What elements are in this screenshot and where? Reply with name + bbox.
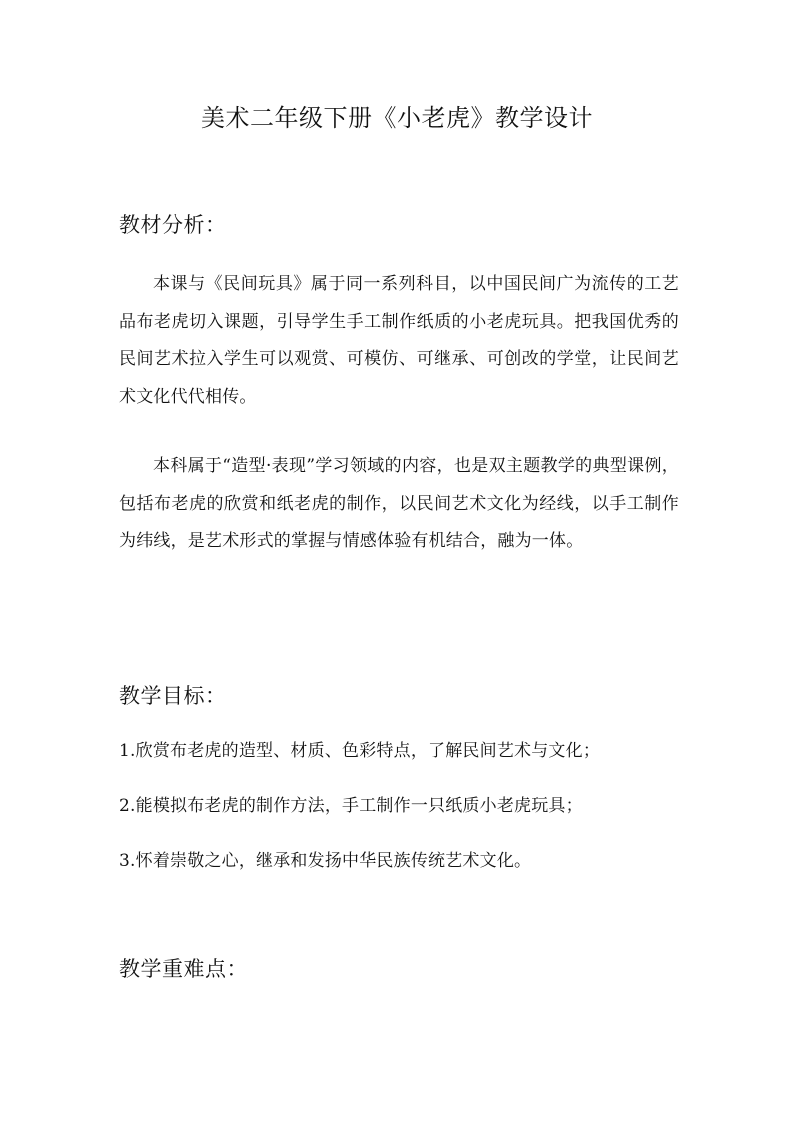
section-heading-teaching-goals: 教学目标：: [119, 684, 227, 708]
document-title: 美术二年级下册《小老虎》教学设计: [201, 104, 593, 132]
paragraph: 本课与《民间玩具》属于同一系列科目，以中国民间广为流传的工艺品布老虎切入课题，引导学生手工制作纸质的小老虎玩具。把我国优秀的民间艺术拉入学生可以观赏、可模仿、可继承、可创改的学堂，让民间艺术文化代代相传。: [119, 274, 679, 407]
list-item: 1.欣赏布老虎的造型、材质、色彩特点，了解民间艺术与文化；: [119, 741, 601, 761]
section-heading-key-difficulties: 教学重难点：: [119, 957, 248, 981]
list-item: 3.怀着崇敬之心，继承和发扬中华民族传统艺术文化。: [119, 851, 532, 871]
list-item: 2.能模拟布老虎的制作方法，手工制作一只纸质小老虎玩具；: [119, 796, 583, 816]
paragraph: 本科属于“造型·表现”学习领域的内容，也是双主题教学的典型课例，包括布老虎的欣赏和纸老虎的制作，以民间艺术文化为经线，以手工制作为纬线，是艺术形式的掌握与情感体验有机结合，融为一体。: [119, 456, 679, 551]
section-heading-material-analysis: 教材分析：: [119, 213, 227, 237]
